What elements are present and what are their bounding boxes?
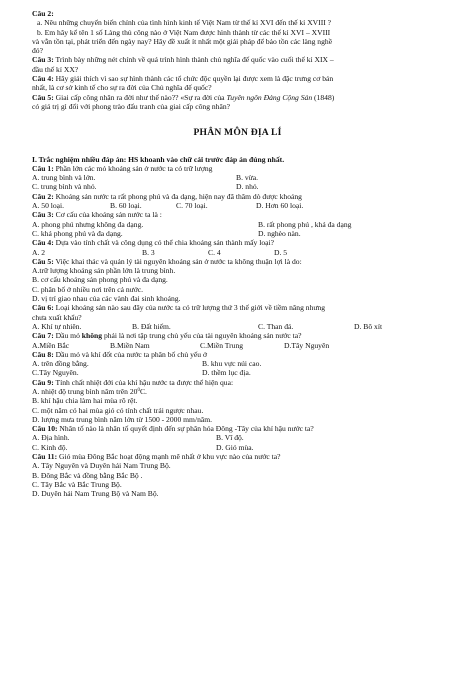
option-c[interactable]: C. 4 bbox=[208, 247, 221, 257]
geo-question-6-options bbox=[32, 322, 443, 331]
option-c[interactable]: C.Tây Nguyên. bbox=[32, 368, 79, 378]
option-a[interactable]: A. trung bình và lớn. bbox=[32, 173, 96, 183]
geo-question-6-line-1: Câu 6: Loại khoáng sản nào sau đây của nước ta có trữ lượng thứ 3 thế giới về tiềm năng nhưng bbox=[32, 303, 326, 313]
option-d[interactable]: D. Bô xít bbox=[354, 321, 383, 331]
geo-question-1: Câu 1: Phần lớn các mỏ khoáng sản ở nước ta có trữ lượng bbox=[32, 163, 213, 173]
geo-question-3-options-row-2 bbox=[32, 229, 443, 238]
option-a[interactable]: A. 2 bbox=[32, 247, 46, 257]
option-b[interactable]: B. 3 bbox=[142, 247, 155, 257]
question-4-line-1: Câu 4: Hãy giải thích vì sao sự hình thành các tổ chức độc quyền lại được xem là đặc trưng cơ bản bbox=[32, 74, 334, 84]
option-a[interactable]: A. trên đồng bằng. bbox=[32, 359, 89, 369]
option-b[interactable]: B. vừa. bbox=[236, 173, 259, 183]
option-a[interactable]: A. 50 loại. bbox=[32, 201, 65, 211]
geo-question-7: Câu 7: Dầu mỏ không phải là nơi tập trung chủ yếu của tài nguyên khoáng sản nước ta? bbox=[32, 331, 302, 341]
question-2b-line-1: b. Em hãy kể tên 1 số Làng thủ công nào ở Việt Nam được hình thành từ các thế kỉ XVI – XVIII bbox=[37, 27, 331, 37]
option-b[interactable]: B. Vĩ độ. bbox=[216, 433, 244, 443]
question-2b-line-2: và vẫn tồn tại, phát triển đến ngày nay? Hãy đề xuất ít nhất một giải pháp để bảo tồn các làng nghề bbox=[32, 36, 333, 46]
option-d[interactable]: D. Hơn 60 loại. bbox=[256, 201, 304, 211]
option-b[interactable]: B. Đông Bắc và đồng bằng Bắc Bộ . bbox=[32, 470, 143, 480]
geo-question-2: Câu 2: Khoáng sản nước ta rất phong phú và đa dạng, hiện nay đã thăm dò được khoảng bbox=[32, 191, 302, 201]
option-b[interactable]: B. khí hậu chia làm hai mùa rõ rệt. bbox=[32, 396, 138, 406]
geo-question-10-options-row-2 bbox=[32, 443, 443, 452]
question-3-line-1: Câu 3: Trình bày những nét chính về quá trình hình thành chủ nghĩa đế quốc vào cuối thế kỉ XIX – bbox=[32, 55, 334, 65]
question-5-line-2: có giá trị gì đối với phong trào đấu tranh của giai cấp công nhân? bbox=[32, 101, 231, 111]
question-5-line-1: Câu 5: Giai cấp công nhân ra đời như thế nào?? «Sự ra đời của Tuyên ngôn Đảng Cộng Sản (1848) bbox=[32, 92, 335, 102]
option-d[interactable]: D. nhỏ. bbox=[236, 182, 259, 192]
geo-question-2-options bbox=[32, 201, 443, 210]
option-a[interactable]: A. Tây Nguyên và Duyên hải Nam Trung Bộ. bbox=[32, 461, 171, 471]
option-a[interactable]: A. Khí tự nhiên. bbox=[32, 321, 82, 331]
section-title: PHÂN MÔN ĐỊA LÍ bbox=[193, 127, 282, 139]
geo-question-11: Câu 11: Gió mùa Đông Bắc hoạt động mạnh mẽ nhất ở khu vực nào của nước ta? bbox=[32, 452, 281, 462]
option-d[interactable]: D. vị trí giao nhau của các vành đai sinh khoáng. bbox=[32, 294, 181, 304]
option-b[interactable]: B. rất phong phú , khá đa dạng bbox=[258, 219, 352, 229]
option-b[interactable]: B. khu vực núi cao. bbox=[202, 359, 262, 369]
geo-question-8-options-row-2 bbox=[32, 368, 443, 377]
geo-question-4: Câu 4: Dựa vào tính chất và công dụng có thể chia khoáng sản thành mấy loại? bbox=[32, 238, 274, 248]
geo-question-3: Câu 3: Cơ cấu của khoáng sản nước ta là : bbox=[32, 210, 162, 220]
geo-question-4-options bbox=[32, 248, 443, 257]
option-c[interactable]: C. phân bố ở nhiều nơi trên cả nước. bbox=[32, 284, 144, 294]
geo-question-1-options-row-1 bbox=[32, 173, 443, 182]
option-b[interactable]: B. cơ cấu khoáng sản phong phú và đa dạng. bbox=[32, 275, 168, 285]
option-c[interactable]: C. Tây Bắc và Bắc Trung Bộ. bbox=[32, 479, 122, 489]
option-c[interactable]: C. trung bình và nhỏ. bbox=[32, 182, 97, 192]
option-c[interactable]: C. một năm có hai mùa gió có tính chất trái ngược nhau. bbox=[32, 405, 204, 415]
part-heading: I. Trắc nghiệm nhiều đáp án: HS khoanh vào chữ cái trước đáp án đúng nhất. bbox=[32, 154, 285, 164]
option-a[interactable]: A. nhiệt độ trung bình năm trên $20^0C$. bbox=[32, 386, 147, 396]
option-d[interactable]: D. Duyên hải Nam Trung Bộ và Nam Bộ. bbox=[32, 489, 159, 499]
option-c[interactable]: C. Than đá. bbox=[258, 321, 294, 331]
geo-question-9: Câu 9: Tính chất nhiệt đới của khí hậu nước ta được thể hiện qua: bbox=[32, 377, 234, 387]
geo-question-8: Câu 8: Dầu mỏ và khí đốt của nước ta phân bố chủ yếu ở bbox=[32, 349, 207, 359]
option-b[interactable]: B.Miền Nam bbox=[110, 340, 150, 350]
option-d[interactable]: D. nghèo nàn. bbox=[258, 228, 301, 238]
option-c[interactable]: C. Kinh độ. bbox=[32, 442, 68, 452]
question-2a: a. Nêu những chuyển biến chính của tình hình kinh tế Việt Nam từ thế kỉ XVI đến thế kỉ XVIII ? bbox=[37, 18, 332, 28]
question-4-line-2: nhất, là cơ sở kinh tế cho sự ra đời của Chủ nghĩa đế quốc? bbox=[32, 83, 212, 93]
question-3-line-2: đầu thế kỉ XX? bbox=[32, 64, 79, 74]
option-c[interactable]: C. khá phong phú và đa dạng. bbox=[32, 228, 123, 238]
geo-question-6-line-2: chưa xuất khẩu? bbox=[32, 312, 82, 322]
question-2-label: Câu 2: bbox=[32, 9, 54, 18]
option-a[interactable]: A.trữ lượng khoáng sản phần lớn là trung bình. bbox=[32, 266, 176, 276]
geo-question-7-options bbox=[32, 341, 443, 350]
question-2b-line-3: đó? bbox=[32, 46, 43, 56]
geo-question-1-options-row-2 bbox=[32, 182, 443, 191]
option-d[interactable]: D. Gió mùa. bbox=[216, 442, 254, 452]
geo-question-5: Câu 5: Việc khai thác và quản lý tài nguyên khoáng sản ở nước ta không thuận lợi là do: bbox=[32, 256, 302, 266]
option-a[interactable]: A.Miền Bắc bbox=[32, 340, 70, 350]
geo-question-8-options-row-1 bbox=[32, 359, 443, 368]
option-d[interactable]: D. lượng mưa trung bình năm lớn từ 1500 - 2000 mm/năm. bbox=[32, 414, 213, 424]
history-questions bbox=[32, 9, 443, 111]
option-d[interactable]: D. 5 bbox=[274, 247, 288, 257]
option-a[interactable]: A. phong phú nhưng không đa dạng. bbox=[32, 219, 144, 229]
option-c[interactable]: C. 70 loại. bbox=[176, 201, 208, 211]
option-d[interactable]: D.Tây Nguyên bbox=[284, 340, 330, 350]
option-b[interactable]: B. Đất hiếm. bbox=[132, 321, 171, 331]
option-b[interactable]: B. 60 loại. bbox=[110, 201, 142, 211]
option-a[interactable]: A. Địa hình. bbox=[32, 433, 70, 443]
geo-question-10-options-row-1 bbox=[32, 433, 443, 442]
option-c[interactable]: C.Miền Trung bbox=[200, 340, 244, 350]
geo-question-3-options-row-1 bbox=[32, 220, 443, 229]
option-d[interactable]: D. thềm lục địa. bbox=[202, 368, 251, 378]
geo-question-10: Câu 10: Nhân tố nào là nhân tố quyết định đến sự phân hóa Đông -Tây của khí hậu nước ta? bbox=[32, 424, 314, 434]
